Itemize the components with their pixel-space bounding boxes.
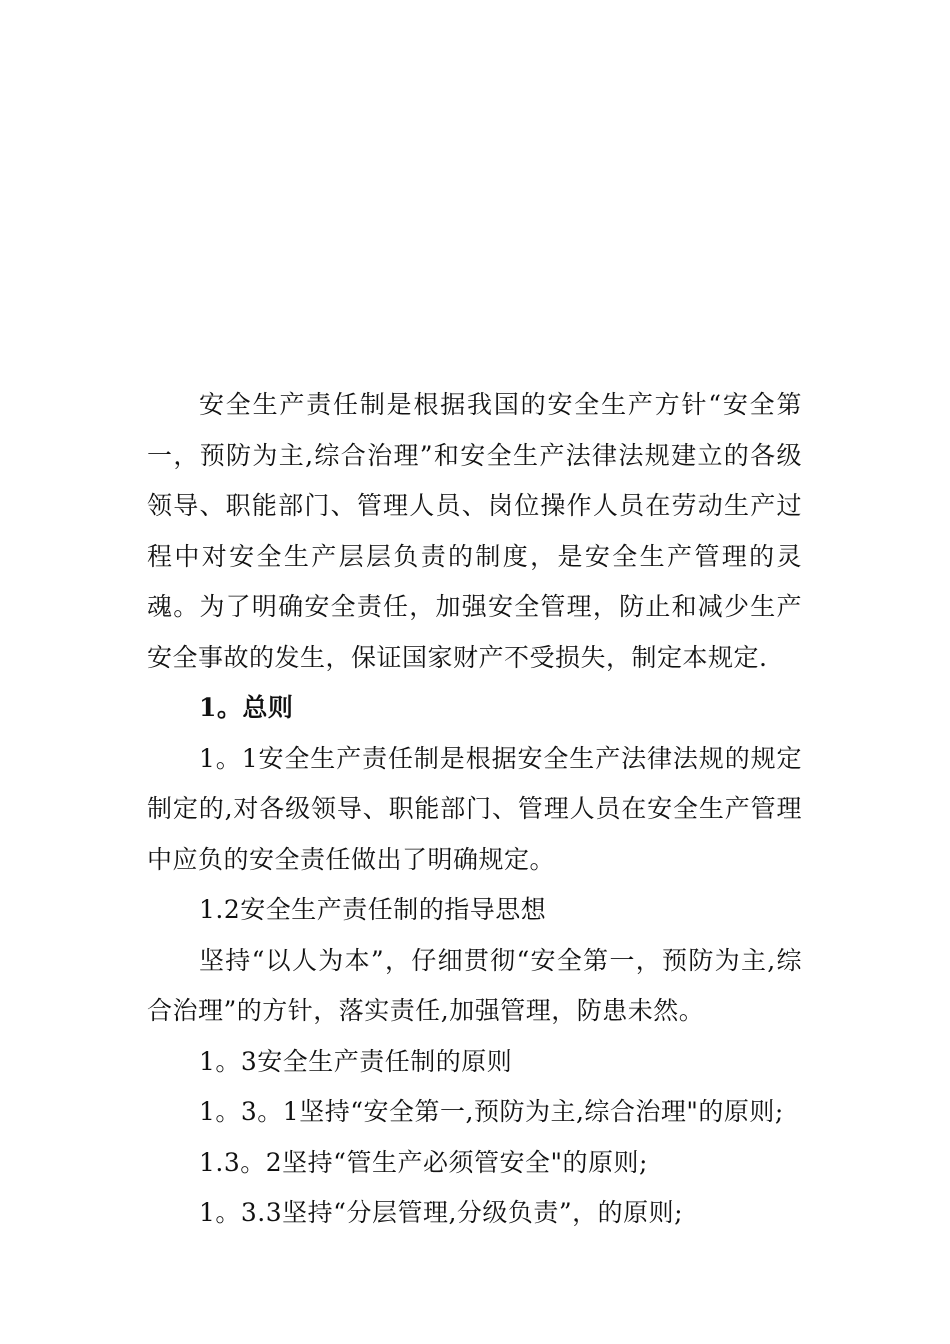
section-1-heading: 1。总则: [199, 693, 294, 722]
clause-1-3-title: 1。3安全生产责任制的原则: [199, 1046, 513, 1076]
clause-1-2-body: 坚持“以人为本”，仔细贯彻“安全第一，预防为主,综合治理”的方针，落实责任,加强管理，防患未然。: [147, 945, 802, 1025]
document-body: [147, 380, 802, 1239]
clause-1-1: 1。1安全生产责任制是根据安全生产法律法规的规定制定的,对各级领导、职能部门、管理人员在安全生产管理中应负的安全责任做出了明确规定。: [147, 743, 802, 874]
clause-1-3-1: 1。3。1坚持“安全第一,预防为主,综合治理"的原则;: [199, 1097, 784, 1126]
clause-1-3-2: 1.3。2坚持“管生产必须管安全"的原则;: [199, 1147, 648, 1177]
clause-1-3-3: 1。3.3坚持“分层管理,分级负责”，的原则;: [199, 1198, 684, 1227]
clause-1-2-title: 1.2安全生产责任制的指导思想: [199, 895, 547, 924]
intro-paragraph: 安全生产责任制是根据我国的安全生产方针“安全第一，预防为主,综合治理”和安全生产法律法规建立的各级领导、职能部门、管理人员、岗位操作人员在劳动生产过程中对安全生产层层负责的制度，是安全生产管理的灵魂。为了明确安全责任，加强安全管理，防止和减少生产安全事故的发生，保证国家财产不受损失，制定本规定.: [147, 390, 802, 672]
